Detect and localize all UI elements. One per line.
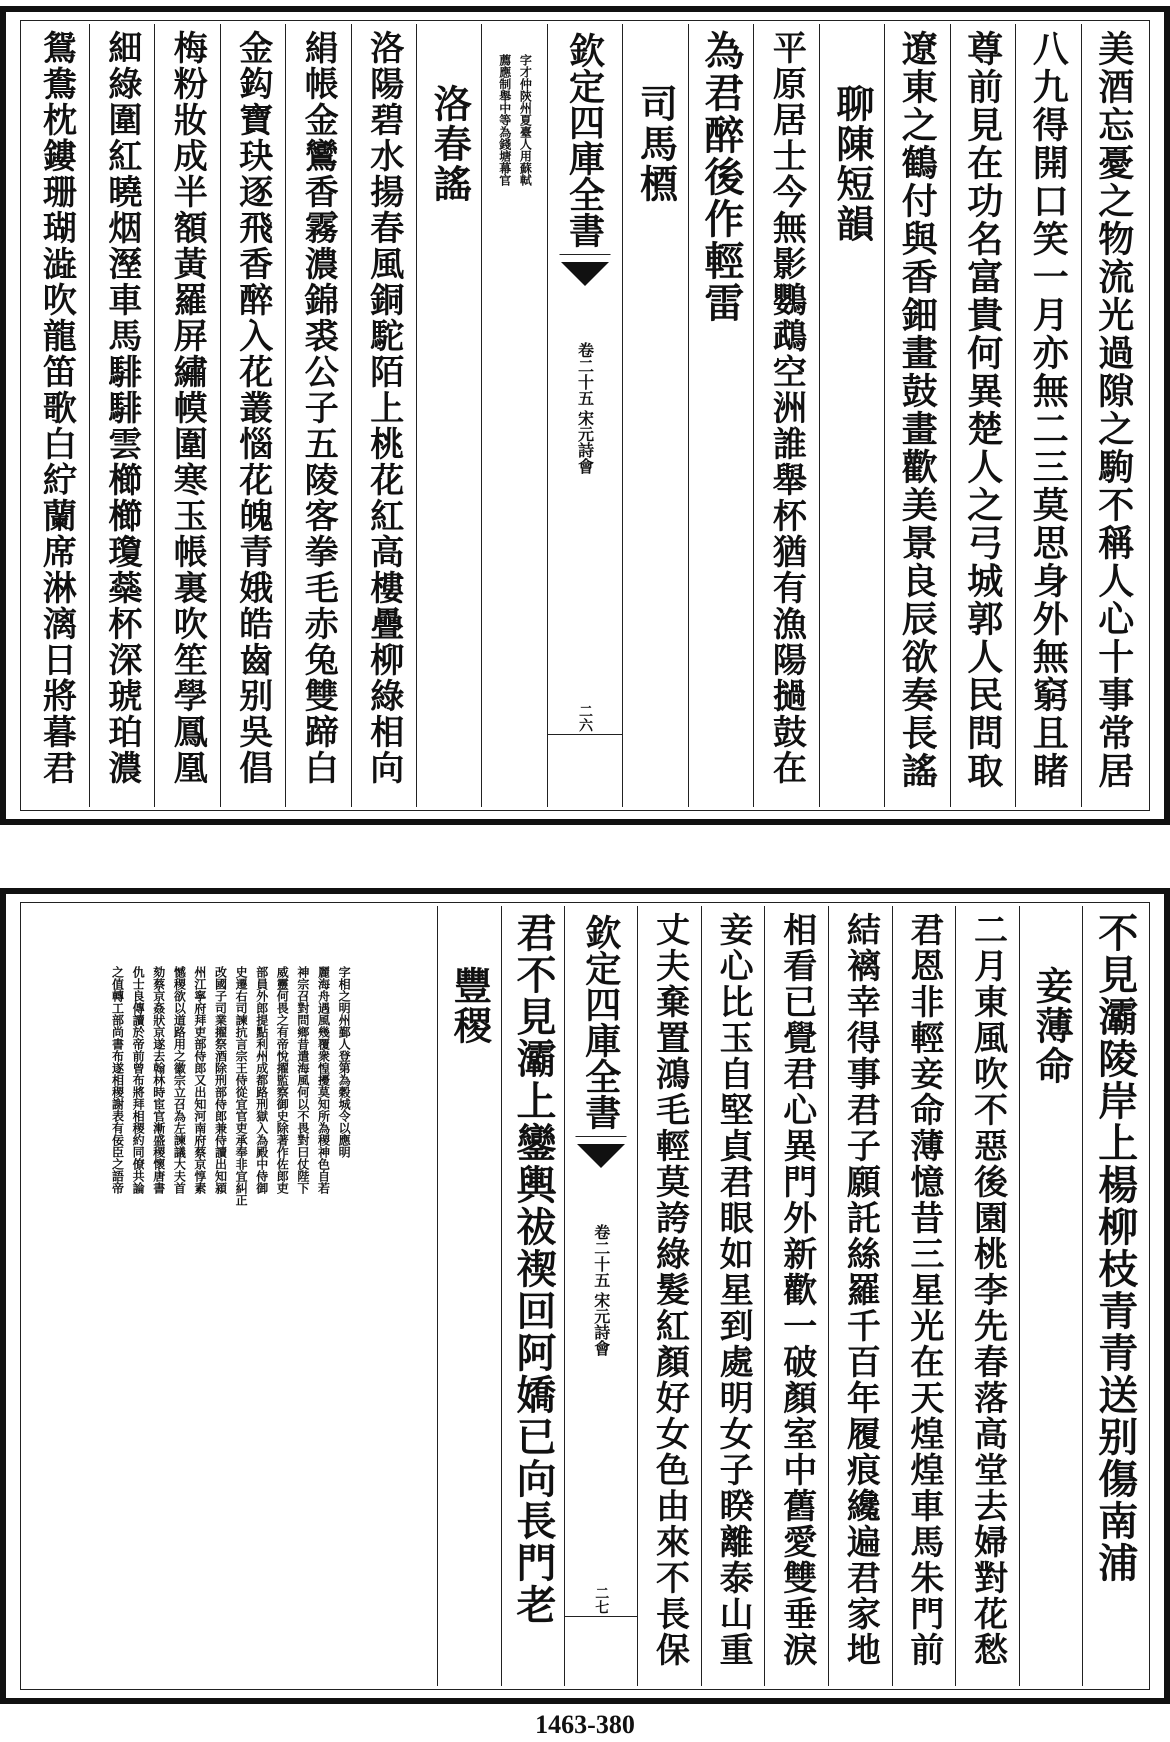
text-column: [688, 24, 753, 807]
page-number: 1463-380: [535, 1710, 635, 1739]
annotation-line: 薦應制舉中等為錢塘幕官: [497, 54, 512, 186]
text-column: [89, 24, 154, 807]
text-line: 金鈎寶玦逐飛香醉入花叢惱花魄青娥皓齒别吳倡: [232, 30, 273, 786]
bottom-page-columns: [24, 906, 1146, 1686]
text-column: [950, 24, 1015, 807]
text-column: [501, 906, 565, 1686]
gutter-volume: 卷二十五: [591, 1224, 611, 1288]
heading-column: [1019, 906, 1083, 1686]
text-line: 絹帳金鸞香霧濃錦裘公子五陵客拳毛赤兔雙蹄白: [298, 30, 339, 786]
gutter-page-number: 二六: [577, 704, 594, 732]
annotation-line: 改國子司業擢祭酒除刑部侍郎兼侍讀出知潁: [213, 966, 228, 1194]
text-line: 遼東之鶴付與香鈿畫鼓畫歡美景良辰欲奏長謠: [896, 30, 939, 790]
top-page-columns: [24, 24, 1146, 807]
text-line: 結褵幸得事君子願託絲羅千百年履痕纔遍君家地: [840, 912, 881, 1668]
text-line: 鴛鴦枕鏤珊瑚澁吹龍笛歌白紵蘭席淋漓日將暮君: [36, 30, 77, 786]
text-line: 二月東風吹不惡後園桃李先春落高堂去婦對花愁: [967, 912, 1008, 1668]
text-column: [154, 24, 219, 807]
fishtail-mark-icon: [577, 1144, 625, 1168]
poem-title: 洛春謠: [427, 84, 473, 204]
text-line: 相看已覺君心異門外新歡一破顏室中舊愛雙垂淚: [776, 912, 817, 1668]
gutter-subtitle: [590, 1224, 613, 1356]
heading-column: [622, 24, 687, 807]
note-column: [24, 906, 437, 1686]
annotation-line: 史遷右司諫抗言宗王侍從宜官吏承奉非宜糾正: [234, 966, 249, 1206]
gutter-rule: [565, 1616, 637, 1617]
note-column: [481, 24, 546, 807]
annotation-line: 之值轉工部尚書布遂相稷謝表有佞臣之語帝: [110, 966, 125, 1194]
gutter-rule: [548, 734, 622, 735]
annotation-line: 字才仲陝州夏臺人用蘇軾: [518, 54, 533, 186]
text-column: [24, 24, 88, 807]
text-column: [892, 906, 956, 1686]
text-line: 君不見灞上鑾輿祓禊回阿嬌已向長門老: [509, 912, 557, 1626]
text-line: 為君醉後作輕雷: [697, 30, 745, 324]
poem-title: 聊陳短韻: [829, 84, 875, 244]
annotation-line: 州江寧府拜吏部侍郎又出知河南府蔡京惇素: [192, 966, 207, 1194]
poem-title: 豐稷: [447, 966, 493, 1046]
text-line: 平原居士今無影鸚鵡空洲誰舉杯猶有漁陽撾鼓在: [766, 30, 807, 786]
center-gutter: [547, 24, 622, 807]
heading-column: [416, 24, 481, 807]
text-line: 細綠圍紅曉烟溼車馬騑騑雲櫛櫛瓊蘂杯深琥珀濃: [101, 30, 142, 786]
annotation-line: 麗海舟遇風幾覆衆惶擾莫知所為稷神色自若: [316, 966, 331, 1194]
text-column: [220, 24, 285, 807]
annotation-line: 憾稷欲以道路用之徽宗立召為左諫議大夫首: [172, 966, 187, 1194]
text-line: 八九得開口笑一月亦無二三莫思身外無窮且睹: [1027, 30, 1070, 790]
annotation-line: 神宗召對問鄉昔遣海風何以不畏對曰仗陛下: [295, 966, 310, 1194]
text-column: [828, 906, 892, 1686]
heading-column: [819, 24, 884, 807]
text-line: 丈夫棄置鴻毛輕莫誇綠髮紅顏好女色由來不長保: [649, 912, 690, 1668]
gutter-page-number: 二七: [593, 1586, 610, 1614]
text-line: 尊前見在功名富貴何異楚人之弓城郭人民問取: [961, 30, 1004, 790]
annotation-line: 字相之明州鄞人登第為穀城令以應明: [337, 966, 352, 1158]
top-page: [0, 6, 1170, 825]
text-column: [884, 24, 949, 807]
annotation-line: 威靈何畏之有帝悅擢監察御史除著作佐郎吏: [275, 966, 290, 1194]
text-column: [1015, 24, 1080, 807]
gutter-collection: 宋元詩會: [575, 410, 595, 474]
annotation-line: 劾蔡京姦狀京遂去翰林時宦官漸盛稷懷唐書: [151, 966, 166, 1194]
annotation-line: 仇士良傳讀於帝前曾布將拜相稷約同僚共論: [131, 966, 146, 1194]
poem-title: 妾薄命: [1029, 966, 1075, 1086]
gutter-subtitle: [574, 342, 597, 474]
fishtail-mark-icon: [561, 262, 609, 286]
text-line: 洛陽碧水揚春風銅駝陌上桃花紅高樓疊柳綠相向: [363, 30, 404, 786]
text-column: [351, 24, 416, 807]
annotation-line: 部員外郎提點利州成都路刑獄入為殿中侍御: [254, 966, 269, 1194]
gutter-title: 欽定四庫全書: [576, 914, 627, 1137]
text-line: 美酒忘憂之物流光過隙之駒不稱人心十事常居: [1092, 30, 1135, 790]
text-column: [955, 906, 1019, 1686]
center-gutter: [564, 906, 637, 1686]
text-column: [701, 906, 765, 1686]
text-column: [1082, 906, 1146, 1686]
text-column: [637, 906, 701, 1686]
text-column: [1081, 24, 1146, 807]
text-column: [764, 906, 828, 1686]
text-line: 梅粉妝成半額黃羅屏繡幙圍寒玉帳裏吹笙學鳳凰: [167, 30, 208, 786]
poem-title: 司馬槱: [633, 84, 679, 204]
gutter-title: 欽定四庫全書: [560, 32, 611, 255]
text-line: 不見灞陵岸上楊柳枝青青送别傷南浦: [1091, 912, 1139, 1584]
gutter-collection: 宋元詩會: [591, 1292, 611, 1356]
text-line: 妾心比玉自堅貞君眼如星到處明女子睽離泰山重: [713, 912, 754, 1668]
text-column: [753, 24, 818, 807]
text-column: [285, 24, 350, 807]
text-line: 君恩非輕妾命薄憶昔三星光在天煌煌車馬朱門前: [903, 912, 944, 1668]
gutter-volume: 卷二十五: [575, 342, 595, 406]
heading-column: [437, 906, 501, 1686]
bottom-page: [0, 888, 1170, 1704]
